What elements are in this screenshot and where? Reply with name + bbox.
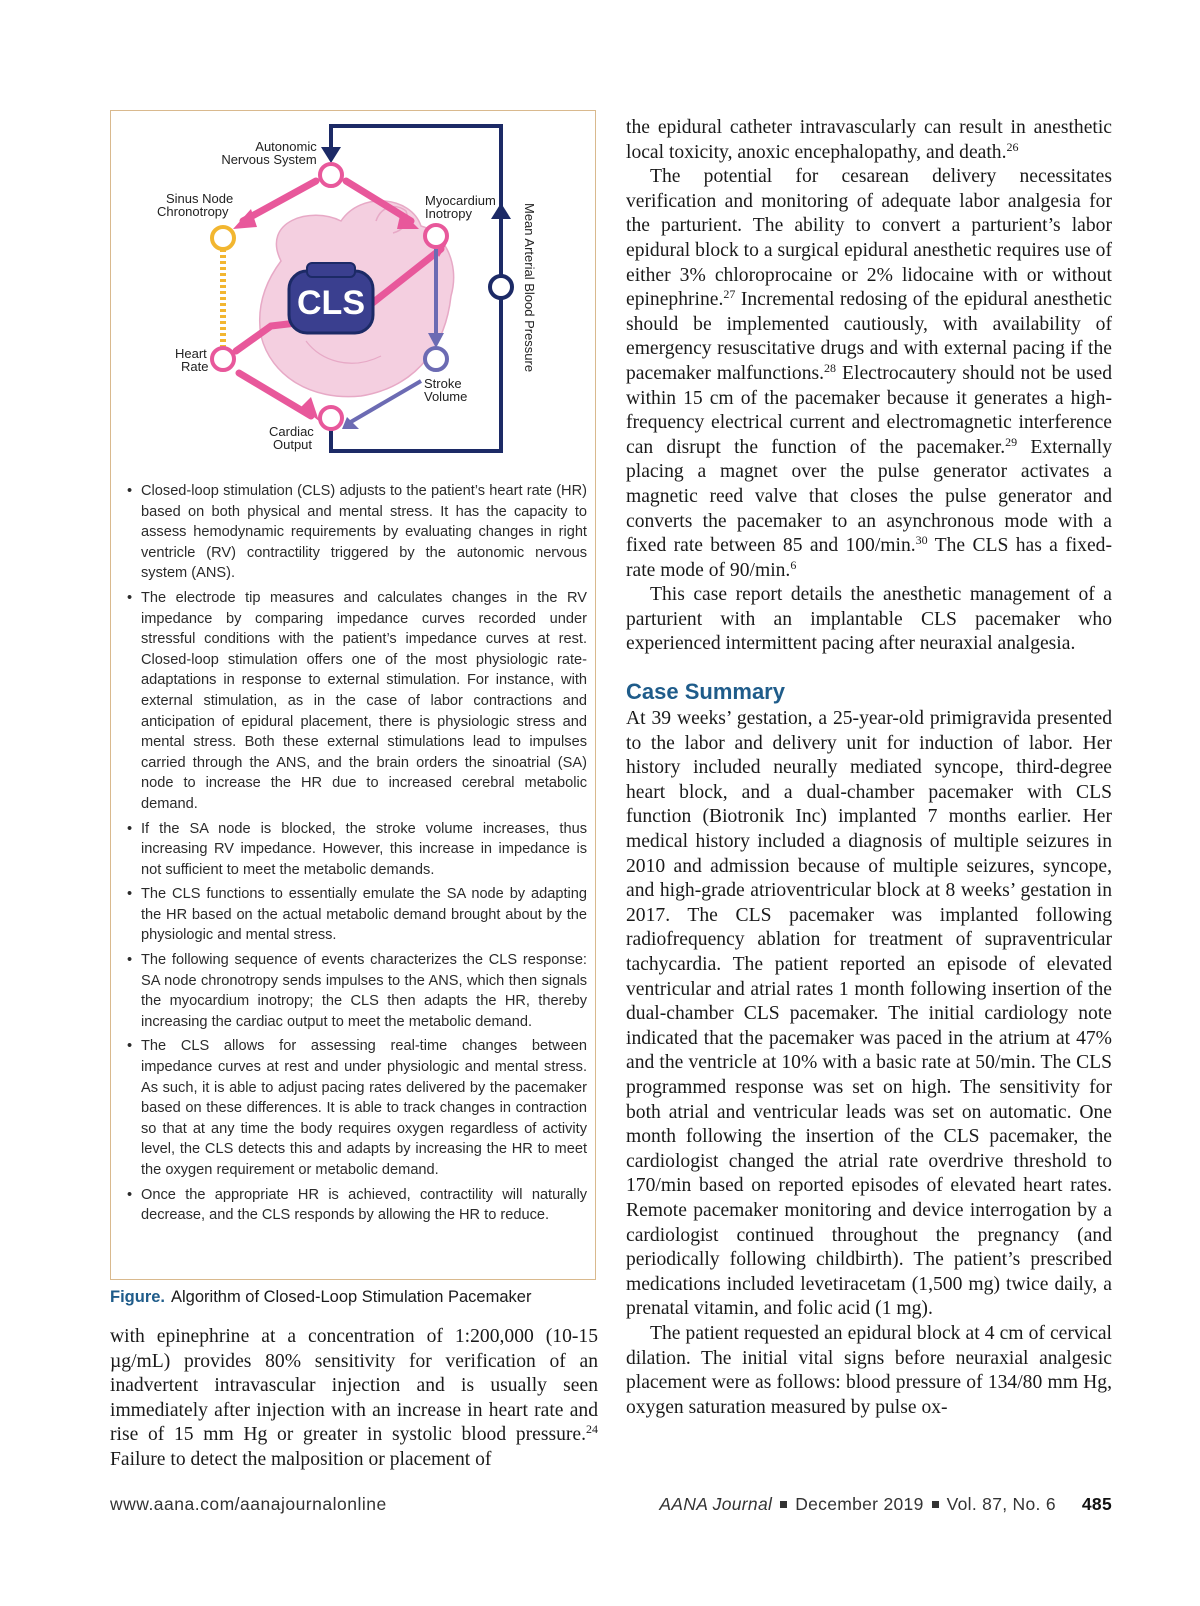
ans-label: Autonomic Nervous System <box>221 139 317 167</box>
page-number: 485 <box>1081 1494 1112 1514</box>
reference-superscript[interactable]: 28 <box>824 360 837 375</box>
figure-bullet: • Closed-loop stimulation (CLS) adjusts to the patient’s heart rate (HR) based on both physical and mental stress. It has the capacity to assess hemodynamic requirements by evaluating changes in right ventricle (RV) contractility triggered by the autonomic nervous system (ANS). <box>127 481 587 584</box>
paragraph-2-text-e: The CLS has a fixed-rate mode of 90/min. <box>626 535 1112 581</box>
footer-volume: Vol. 87, No. 6 <box>946 1494 1056 1514</box>
figure-bullet-list <box>127 481 587 1230</box>
left-body-paragraph <box>110 1325 598 1473</box>
figure-bullet: • If the SA node is blocked, the stroke volume increases, thus increasing RV impedance. However, this increase in impedance is not sufficient to meet the metabolic demands. <box>127 819 587 881</box>
heart-rate-label: Heart Rate <box>175 346 209 374</box>
map-arrow-down <box>321 147 341 163</box>
map-label: Mean Arterial Blood Pressure <box>522 203 537 373</box>
figure-caption <box>110 1288 598 1307</box>
paragraph-1-text: the epidural catheter intravascularly can result in anesthetic local toxicity, anoxic encephalopathy, and death. <box>626 117 1112 163</box>
paragraph-2 <box>626 165 1112 583</box>
reference-superscript[interactable]: 6 <box>790 557 797 572</box>
footer-url-link[interactable]: www.aana.com/aanajournalonline <box>110 1494 387 1514</box>
figure-caption-label: Figure. <box>110 1288 166 1306</box>
footer-date: December 2019 <box>795 1494 924 1514</box>
figure-caption-text: Algorithm of Closed-Loop Stimulation Pacemaker <box>171 1288 532 1306</box>
heart-rate-node <box>212 348 234 370</box>
right-column <box>626 116 1112 1420</box>
sinus-node <box>212 227 234 249</box>
cls-label: CLS <box>297 284 365 322</box>
paragraph-5: The patient requested an epidural block at 4 cm of cervical dilation. The initial vital signs before neuraxial analgesic placement were as follows: blood pressure of 134/80 mm Hg, oxygen saturation measured by pulse ox- <box>626 1322 1112 1418</box>
figure-box <box>110 110 596 1280</box>
stroke-volume-label: Stroke Volume <box>424 376 468 404</box>
stroke-volume-node <box>425 348 447 370</box>
reference-superscript[interactable]: 24 <box>586 1422 598 1437</box>
figure-bullet: • The electrode tip measures and calculates changes in the RV impedance by comparing impedance curves recorded under stressful conditions with the patient’s impedance curves at rest. Closed-loop stimulation offers one of the most physiologic rate-adaptations in response to external stimulation. For instance, with external stimulation, as in the case of labor contractions and anticipation of epidural placement, there is physiologic stress and mental stress. Both these external stimulations lead to impulses carried through the ANS, and the brain orders the sinoatrial (SA) node to increase the HR due to increased cerebral metabolic demand. <box>127 588 587 815</box>
left-body-text-2: Failure to detect the malposition or placement of <box>110 1448 492 1470</box>
paragraph-2-text-b: Incremental redosing of the epidural anesthetic should be implemented cautiously, with availability of emergency resuscitative drugs and with external pacing if the pacemaker malfunctions. <box>626 289 1112 384</box>
footer-separator-icon <box>932 1501 939 1508</box>
paragraph-4: At 39 weeks’ gestation, a 25-year-old primigravida presented to the labor and delivery unit for induction of labor. Her history included neurally mediated syncope, third-degree heart block, and a dual-chamber pacemaker with CLS function (Biotronik Inc) implanted 7 months earlier. Her medical history included a diagnosis of multiple seizures in 2010 and admission because of multiple seizures, syncope, and high-grade atrioventricular block at 8 weeks’ gestation in 2017. The CLS pacemaker was implanted following radiofrequency ablation for treatment of supraventricular tachycardia. The patient reported an episode of elevated ventricular and atrial rates 1 month following insertion of the dual-chamber CLS pacemaker. The initial cardiology note indicated that the pacemaker was paced in the atrium at 47% and the ventricle at 10% with a basic rate at 50/min. The CLS programmed response was set on high. The sensitivity for both atrial and ventricular leads was set on automatic. One month following the insertion of the CLS pacemaker, the cardiologist changed the atrial rate overdrive threshold to 170/min based on reported episodes of elevated heart rates. Remote pacemaker monitoring and device interrogation by a cardiologist continued throughout the pregnancy (and periodically following childbirth). The patient’s prescribed medications included levetiracetam (1,500 mg) twice daily, a prenatal vitamin, and folic acid (1 mg). <box>626 708 1112 1320</box>
myocardium-label: Myocardium Inotropy <box>425 193 496 221</box>
reference-superscript[interactable]: 27 <box>723 287 736 302</box>
paragraph-2-text-d: Externally placing a magnet over the pulse generator activates a magnetic reed valve that closes the pulse generator and converts the pacemaker to an asynchronous mode with a fixed rate between 85 and 100/min. <box>626 436 1112 557</box>
cls-diagram <box>111 111 597 471</box>
figure-bullet: • The CLS allows for assessing real-time changes between impedance curves at rest and under physiologic and mental stress. As such, it is able to adjust pacing rates delivered by the pacemaker based on these differences. It is able to track changes in contraction so that at any time the body requires oxygen regardless of activity level, the CLS detects this and adapts by increasing the HR to meet the oxygen requirement or metabolic demand. <box>127 1036 587 1180</box>
ans-node <box>320 164 342 186</box>
sinus-label: Sinus Node Chronotropy <box>157 191 234 219</box>
paragraph-1 <box>626 116 1112 165</box>
reference-superscript[interactable]: 26 <box>1006 139 1019 154</box>
paragraph-2-text-c: Electrocautery should not be used within 15 cm of the pacemaker because it generates a high-frequency electrical current and electromagnetic interference can disrupt the function of the pacemaker. <box>626 362 1112 458</box>
cls-device <box>289 263 373 333</box>
left-column <box>110 110 598 1473</box>
figure-bullet: • The following sequence of events characterizes the CLS response: SA node chronotropy sends impulses to the ANS, which then signals the myocardium inotropy; the CLS then adapts the HR, thereby increasing the cardiac output to meet the metabolic demand. <box>127 950 587 1032</box>
reference-superscript[interactable]: 29 <box>1005 434 1018 449</box>
figure-bullet: • Once the appropriate HR is achieved, contractility will naturally decrease, and the CLS responds by allowing the HR to reduce. <box>127 1185 587 1226</box>
myocardium-node <box>425 225 447 247</box>
footer-separator-icon <box>780 1501 787 1508</box>
map-node <box>490 276 512 298</box>
paragraph-2-text-a: The potential for cesarean delivery necessitates verification and monitoring of adequate labor analgesia for the parturient. The ability to convert a parturient’s labor epidural block to a surgical epidural anesthetic requires use of either 3% chloroprocaine or 2% lidocaine with or without epinephrine. <box>626 166 1112 311</box>
cardiac-output-label: Cardiac Output <box>269 424 314 452</box>
footer-journal-name: AANA Journal <box>659 1494 773 1514</box>
cardiac-output-node <box>320 407 342 429</box>
paragraph-3: This case report details the anesthetic management of a parturient with an implantable CLS pacemaker who experienced intermittent pacing after neuraxial analgesia. <box>626 584 1112 655</box>
left-body-text-1: with epinephrine at a concentration of 1:200,000 (10-15 µg/mL) provides 80% sensitivity for verification of an inadvertent intravascular injection and is usually seen immediately after injection with an increase in heart rate and rise of 15 mm Hg or greater in systolic blood pressure. <box>110 1326 598 1446</box>
section-heading-case-summary: Case Summary <box>626 679 785 705</box>
footer-journal-info <box>659 1494 1112 1515</box>
figure-bullet: • The CLS functions to essentially emulate the SA node by adapting the HR based on the actual metabolic demand brought about by the physiologic and mental stress. <box>127 884 587 946</box>
reference-superscript[interactable]: 30 <box>915 533 928 548</box>
